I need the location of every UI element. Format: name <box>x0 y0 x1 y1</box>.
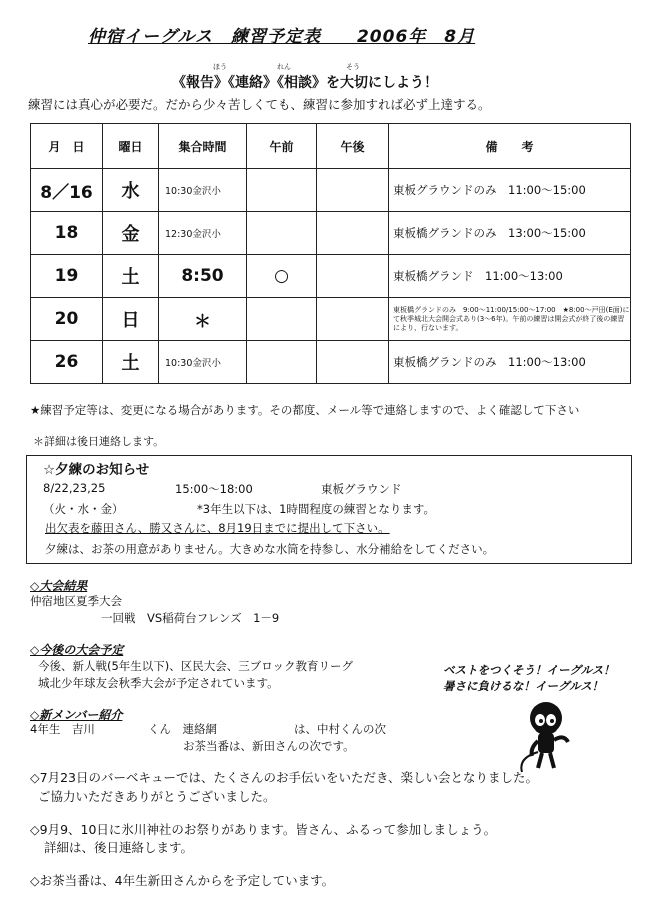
evening-days: （火・水・金） <box>43 502 124 516</box>
row-date: 20 <box>31 298 103 341</box>
row-day: 日 <box>103 298 159 341</box>
bbq-line2: ご協力いただきありがとうございました。 <box>38 789 276 804</box>
row-am <box>247 212 317 255</box>
row-date: 19 <box>31 255 103 298</box>
ruby-sou: そう <box>346 63 360 71</box>
evening-place: 東板グラウンド <box>321 482 402 496</box>
tea-line1: ◇お茶当番は、4年生新田さんからを予定しています。 <box>30 873 335 888</box>
row-pm <box>317 169 389 212</box>
row-time: 10:30金沢小 <box>159 169 247 212</box>
row-day: 水 <box>103 169 159 212</box>
row-note: 東板グラウンドのみ 11:00～15:00 <box>389 169 631 212</box>
members-tea: お茶当番は、新田さんの次です。 <box>183 739 355 753</box>
evening-drink: 夕練は、お茶の用意がありません。大きめな水筒を持参し、水分補給をしてください。 <box>45 542 495 556</box>
motto-line2: 暑さに負けるな！イーグルス！ <box>443 679 604 693</box>
table-row <box>31 298 631 341</box>
detail-notice: ＊詳細は後日連絡します。 <box>33 435 165 448</box>
festival-line2: 詳細は、後日連絡します。 <box>44 840 194 855</box>
bbq-line1: ◇7月23日のバーベキューでは、たくさんのお手伝いをいただき、楽しい会となりました。 <box>30 770 538 785</box>
row-day: 土 <box>103 255 159 298</box>
evening-dates: 8/22,23,25 <box>43 481 106 495</box>
table-row <box>31 255 631 298</box>
evening-time: 15:00～18:00 <box>175 482 253 496</box>
col-am: 午前 <box>247 124 317 169</box>
motto-line1: ベストをつくそう！イーグルス！ <box>443 663 615 677</box>
evening-heading: ☆夕練のお知らせ <box>43 462 150 478</box>
upcoming-heading: ◇今後の大会予定 <box>30 643 124 657</box>
row-note: 東板橋グランド 11:00～13:00 <box>389 255 631 298</box>
members-contact: くん 連絡網 <box>148 722 217 736</box>
row-day: 金 <box>103 212 159 255</box>
upcoming-line1: 今後、新人戦(5年生以下)、区民大会、三ブロック教育リーグ <box>38 659 354 673</box>
ruby-ren: れん <box>277 63 291 71</box>
results-match: 一回戦 VS稲荷台フレンズ 1－9 <box>101 611 280 625</box>
row-pm <box>317 212 389 255</box>
members-contact-order: は、中村くんの次 <box>294 722 386 736</box>
row-time: 10:30金沢小 <box>159 341 247 384</box>
col-date: 月 日 <box>31 124 103 169</box>
row-am <box>247 298 317 341</box>
table-row <box>31 212 631 255</box>
evening-attendance: 出欠表を藤田さん、勝又さんに、8月19日までに提出して下さい。 <box>45 521 390 535</box>
row-time: 8:50 <box>159 255 247 298</box>
row-pm <box>317 298 389 341</box>
row-date: 18 <box>31 212 103 255</box>
row-note: 東板橋グランドのみ 13:00～15:00 <box>389 212 631 255</box>
row-pm <box>317 341 389 384</box>
page-title: 仲宿イーグルス 練習予定表 2006年 8月 <box>88 27 476 47</box>
row-day: 土 <box>103 341 159 384</box>
row-date: 26 <box>31 341 103 384</box>
festival-line1: ◇9月9、10日に氷川神社のお祭りがあります。皆さん、ふるって参加しましょう。 <box>30 822 497 837</box>
members-grade-name: 4年生 吉川 <box>30 722 95 736</box>
ruby-ho: ほう <box>213 63 227 71</box>
table-row <box>31 169 631 212</box>
results-tournament: 仲宿地区夏季大会 <box>30 594 122 608</box>
col-time: 集合時間 <box>159 124 247 169</box>
mascot-illustration <box>512 696 582 774</box>
schedule-table <box>30 123 631 384</box>
table-row <box>31 341 631 384</box>
row-am: ○ <box>247 255 317 298</box>
results-heading: ◇大会結果 <box>30 579 88 593</box>
col-day: 曜日 <box>103 124 159 169</box>
intro-text: 練習には真心が必要だ。だから少々苦しくても、練習に参加すれば必ず上達する。 <box>28 97 491 112</box>
schedule-header-row <box>31 124 631 169</box>
row-time: 12:30金沢小 <box>159 212 247 255</box>
col-pm: 午後 <box>317 124 389 169</box>
row-note: 東板橋グランドのみ 9:00～11:00/15:00～17:00 ★8:00～戸田(E面)にて秋季城北大会開会式あり(3～6年)。午前の練習は開会式が終了後の練習により、行ないます。 <box>389 298 631 341</box>
col-note: 備 考 <box>389 124 631 169</box>
row-date: 8／16 <box>31 169 103 212</box>
row-pm <box>317 255 389 298</box>
change-notice: ★練習予定等は、変更になる場合があります。その都度、メール等で連絡しますので、よく確認して下さい <box>30 403 580 417</box>
slogan: 《報告》《連絡》《相談》を大切にしよう！ <box>172 75 438 91</box>
evening-note: *3年生以下は、1時間程度の練習となります。 <box>197 502 435 516</box>
row-time: ＊ <box>159 298 247 341</box>
row-note: 東板橋グランドのみ 11:00～13:00 <box>389 341 631 384</box>
row-am <box>247 341 317 384</box>
evening-practice-box <box>26 455 632 564</box>
upcoming-line2: 城北少年球友会秋季大会が予定されています。 <box>38 676 279 690</box>
members-heading: ◇新メンバー紹介 <box>30 708 123 722</box>
row-am <box>247 169 317 212</box>
